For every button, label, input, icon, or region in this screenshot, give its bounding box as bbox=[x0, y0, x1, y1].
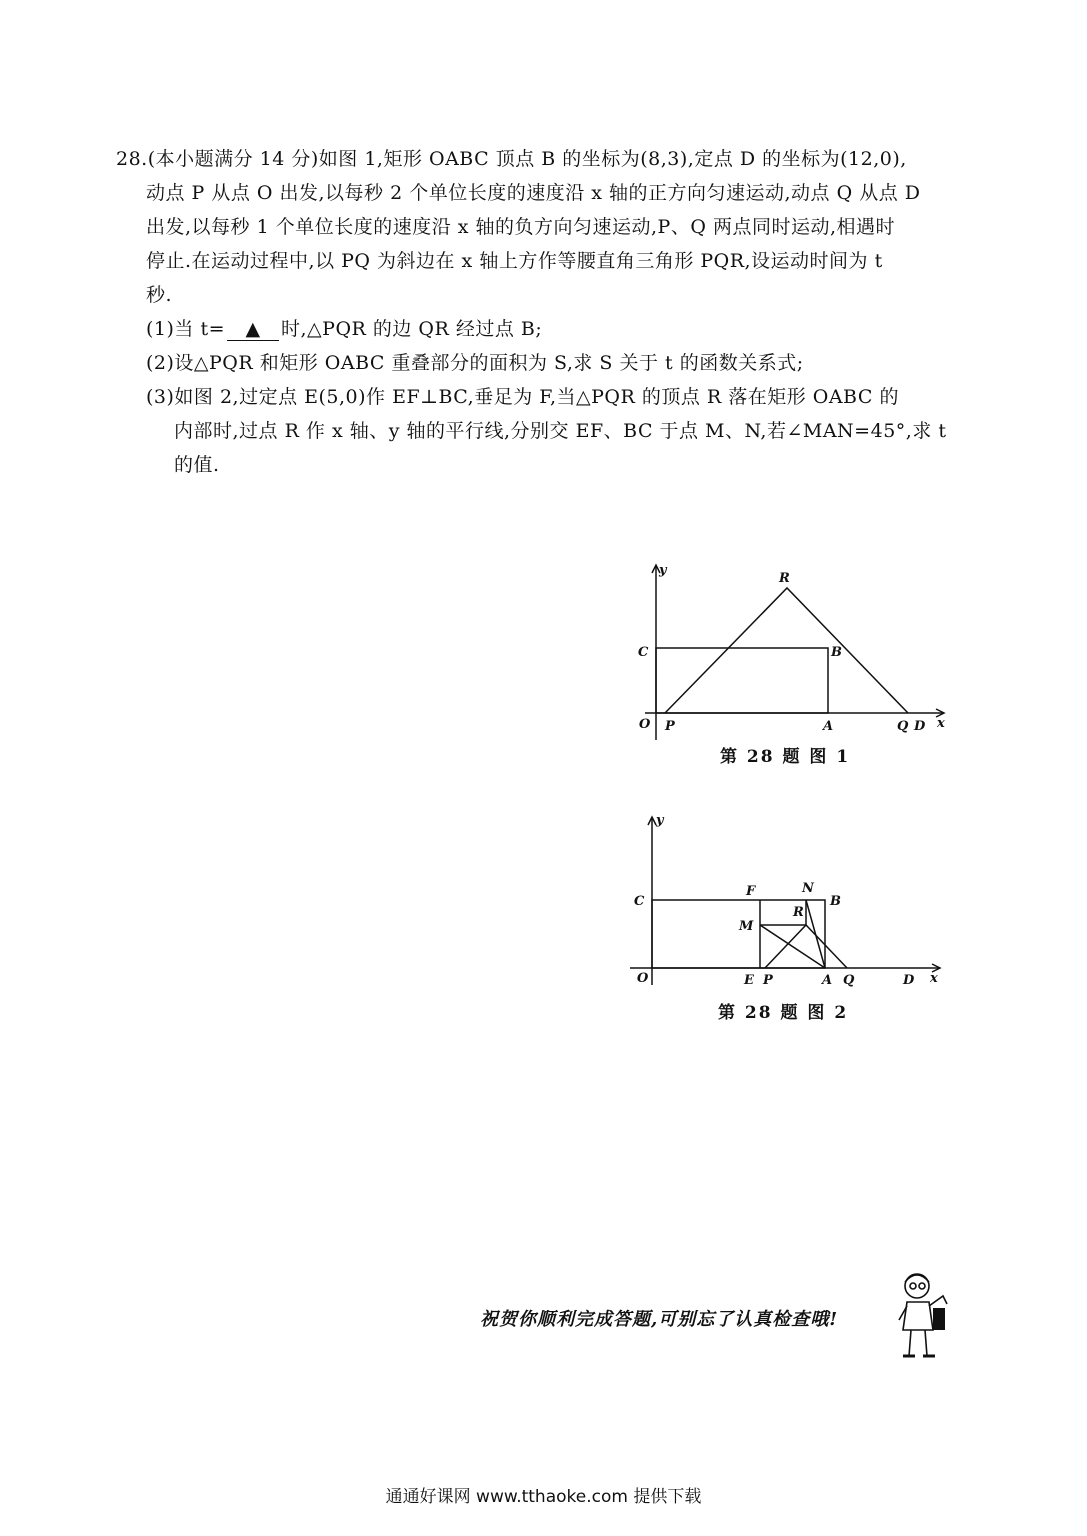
figure-1-caption: 第 28 题 图 1 bbox=[720, 747, 851, 767]
label-r: R bbox=[793, 905, 804, 920]
label-c: C bbox=[638, 645, 649, 660]
rectangle-oabc bbox=[656, 648, 828, 713]
question-1-prefix: (1)当 t= bbox=[146, 318, 226, 340]
label-a: A bbox=[823, 719, 834, 734]
label-d: D bbox=[903, 973, 915, 988]
triangle-pqr bbox=[765, 925, 847, 968]
label-q: Q bbox=[897, 719, 909, 734]
label-p: P bbox=[665, 719, 675, 734]
label-f: F bbox=[746, 884, 756, 899]
question-2: (2)设△PQR 和矩形 OABC 重叠部分的面积为 S,求 S 关于 t 的函数关系式; bbox=[146, 352, 804, 374]
label-x: x bbox=[937, 716, 945, 731]
label-y: y bbox=[656, 813, 664, 828]
label-r: R bbox=[779, 571, 790, 586]
figure-1 bbox=[625, 560, 955, 754]
download-source: 通通好课网 www.tthaoke.com 提供下载 bbox=[385, 1487, 702, 1507]
figure-1-diagram bbox=[625, 560, 955, 750]
problem-line: 28.(本小题满分 14 分)如图 1,矩形 OABC 顶点 B 的坐标为(8,3),定点 D 的坐标为(12,0), bbox=[116, 148, 907, 170]
label-b: B bbox=[830, 894, 841, 909]
problem-line: 秒. bbox=[146, 284, 173, 306]
figure-2 bbox=[625, 810, 955, 999]
label-o: O bbox=[639, 717, 651, 732]
label-p: P bbox=[763, 973, 773, 988]
label-b: B bbox=[831, 645, 842, 660]
label-a: A bbox=[822, 973, 833, 988]
problem-28 bbox=[116, 142, 956, 482]
figure-2-diagram bbox=[625, 810, 955, 995]
label-o: O bbox=[637, 971, 649, 986]
label-d: D bbox=[914, 719, 926, 734]
label-n: N bbox=[802, 881, 814, 896]
question-3-line: 的值. bbox=[174, 454, 220, 476]
problem-line: 停止.在运动过程中,以 PQ 为斜边在 x 轴上方作等腰直角三角形 PQR,设运动时间为 t bbox=[146, 250, 883, 272]
label-e: E bbox=[744, 973, 754, 988]
cartoon-student-icon bbox=[893, 1268, 953, 1368]
answer-blank: ▲ bbox=[227, 318, 279, 341]
question-3-line: 内部时,过点 R 作 x 轴、y 轴的平行线,分别交 EF、BC 于点 M、N,若∠MAN=45°,求 t bbox=[174, 420, 947, 442]
question-1-suffix: 时,△PQR 的边 QR 经过点 B; bbox=[281, 318, 543, 340]
problem-line: 动点 P 从点 O 出发,以每秒 2 个单位长度的速度沿 x 轴的正方向匀速运动,动点 Q 从点 D bbox=[146, 182, 921, 204]
question-1 bbox=[116, 312, 956, 346]
label-c: C bbox=[634, 894, 645, 909]
label-q: Q bbox=[843, 973, 855, 988]
figure-2-caption: 第 28 题 图 2 bbox=[718, 1003, 849, 1023]
question-3-line: (3)如图 2,过定点 E(5,0)作 EF⊥BC,垂足为 F,当△PQR 的顶点 R 落在矩形 OABC 的 bbox=[146, 386, 899, 408]
problem-line: 出发,以每秒 1 个单位长度的速度沿 x 轴的负方向匀速运动,P、Q 两点同时运动,相遇时 bbox=[146, 216, 895, 238]
closing-note: 祝贺你顺利完成答题,可别忘了认真检查哦! bbox=[480, 1309, 839, 1330]
triangle-pqr bbox=[665, 588, 908, 713]
label-y: y bbox=[659, 563, 667, 578]
label-x: x bbox=[930, 971, 938, 986]
label-m: M bbox=[739, 919, 754, 934]
